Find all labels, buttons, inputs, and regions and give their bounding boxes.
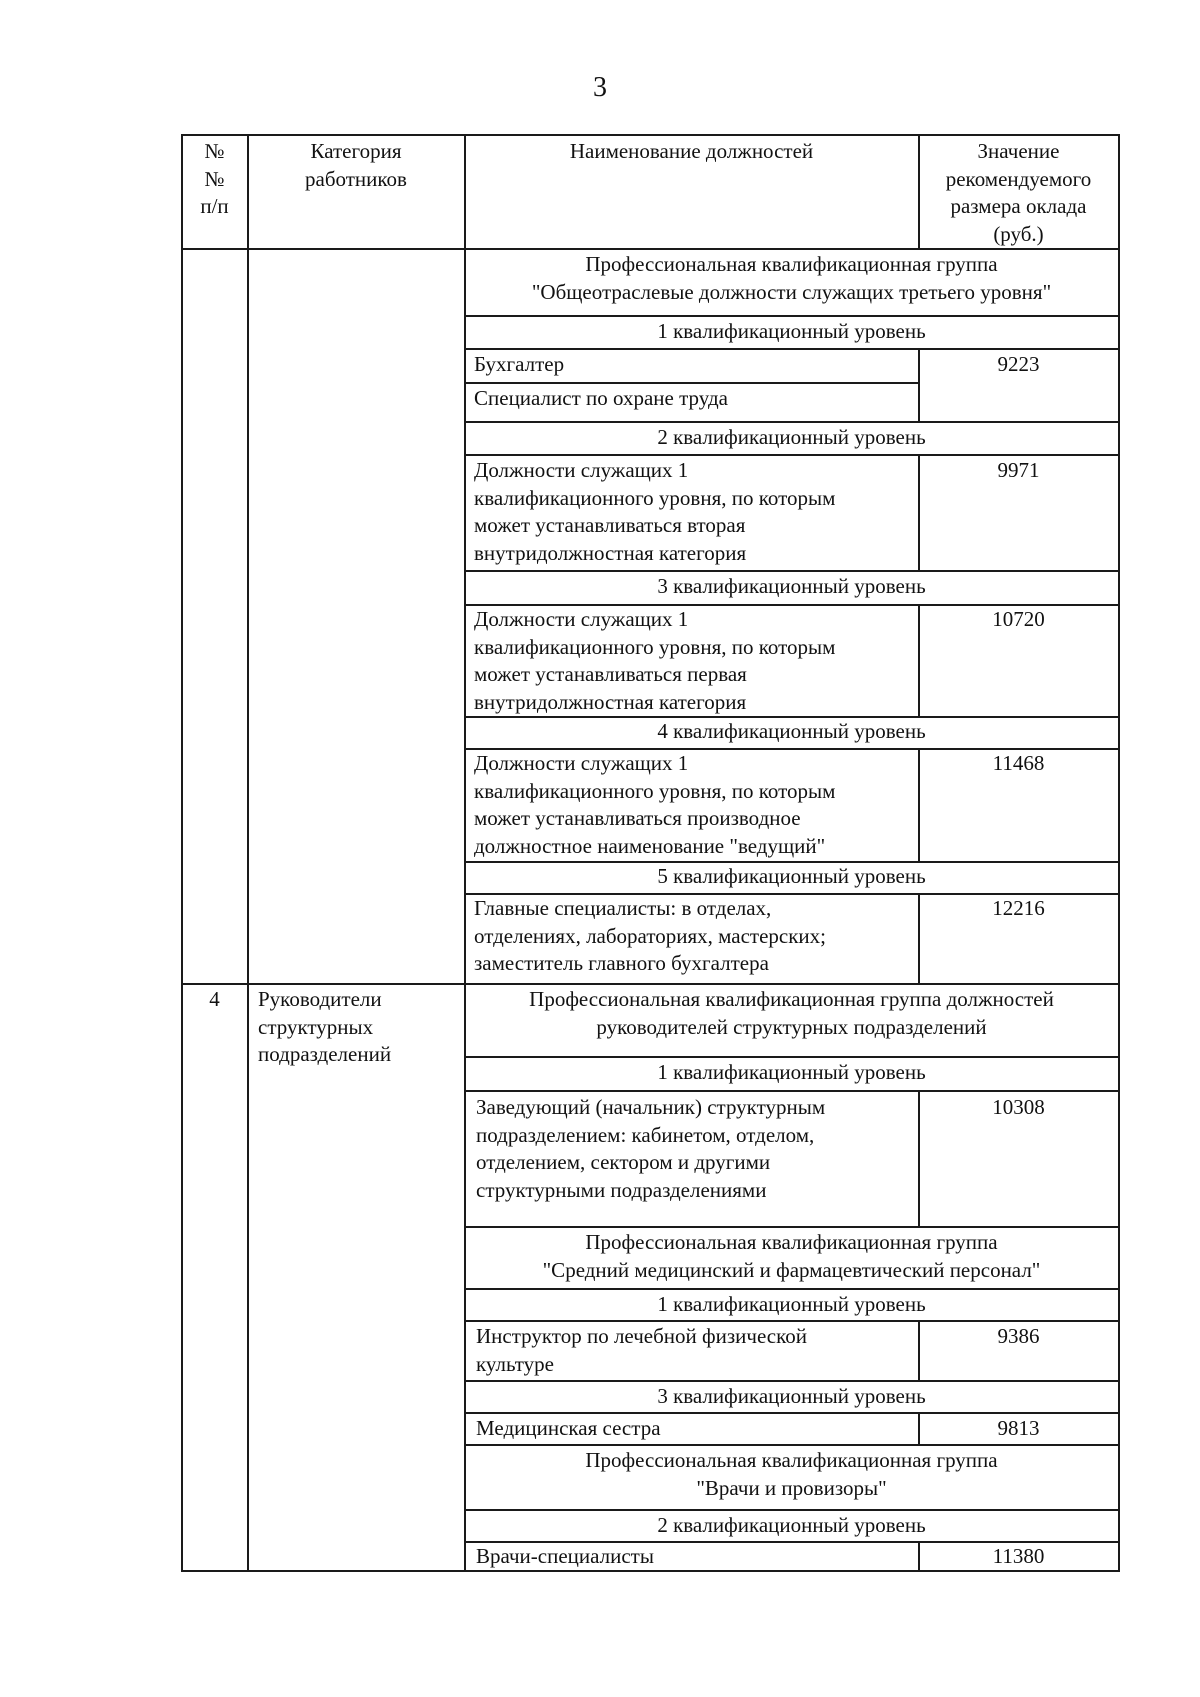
table-rule: [181, 248, 1120, 250]
position-name: Специалист по охране труда: [474, 386, 728, 410]
table-rule: [464, 1380, 1120, 1382]
level-label: 1 квалификационный уровень: [657, 319, 926, 343]
salary-value: 11468: [992, 751, 1045, 775]
position-name: Должности служащих 1 квалификационного уровня, по которым может устанавливаться производное должностное наименование "ведущий": [474, 751, 836, 858]
table-rule: [464, 1056, 1120, 1058]
salary-value: 9813: [997, 1416, 1040, 1440]
table-rule: [181, 134, 1120, 136]
header-salary: Значение рекомендуемого размера оклада (руб.): [945, 139, 1092, 246]
position-name: Должности служащих 1 квалификационного уровня, по которым может устанавливаться вторая внутридолжностная категория: [474, 458, 836, 565]
table-rule: [464, 1412, 1120, 1414]
table-rule: [464, 134, 466, 1571]
table-rule: [464, 421, 1120, 423]
table-rule: [464, 1288, 1120, 1290]
group-title: Профессиональная квалификационная группа "Средний медицинский и фармацевтический персонал": [542, 1230, 1041, 1282]
table-rule: [181, 983, 1120, 985]
table-rule: [464, 348, 1120, 350]
position-name: Инструктор по лечебной физической культуре: [476, 1324, 807, 1376]
group-title: Профессиональная квалификационная группа "Врачи и провизоры": [585, 1448, 998, 1500]
table-rule: [181, 134, 183, 1571]
table-rule: [464, 1320, 1120, 1322]
table-rule: [464, 382, 919, 384]
level-label: 3 квалификационный уровень: [657, 1384, 926, 1408]
row-category: Руководители структурных подразделений: [258, 987, 392, 1066]
salary-value: 10720: [992, 607, 1045, 631]
salary-value: 11380: [992, 1544, 1045, 1568]
table-rule: [464, 1509, 1120, 1511]
table-rule: [1118, 134, 1120, 1571]
header-num: № № п/п: [200, 139, 229, 218]
level-label: 1 квалификационный уровень: [657, 1292, 926, 1316]
salary-value: 10308: [992, 1095, 1045, 1119]
level-label: 2 квалификационный уровень: [657, 1513, 926, 1537]
position-name: Медицинская сестра: [476, 1416, 661, 1440]
level-label: 3 квалификационный уровень: [657, 574, 926, 598]
position-name: Главные специалисты: в отделах, отделениях, лабораториях, мастерских; заместитель главного бухгалтера: [474, 896, 827, 975]
salary-value: 9386: [997, 1324, 1040, 1348]
level-label: 2 квалификационный уровень: [657, 425, 926, 449]
salary-value: 12216: [992, 896, 1045, 920]
header-position: Наименование должностей: [569, 139, 814, 163]
page-number: 3: [593, 72, 607, 103]
level-label: 5 квалификационный уровень: [657, 864, 926, 888]
table-rule: [464, 315, 1120, 317]
position-name: Заведующий (начальник) структурным подразделением: кабинетом, отделом, отделением, сектором и другими структурными подразделениями: [476, 1095, 826, 1202]
level-label: 1 квалификационный уровень: [657, 1060, 926, 1084]
position-name: Врачи-специалисты: [476, 1544, 654, 1568]
position-name: Бухгалтер: [474, 352, 565, 376]
salary-value: 9971: [997, 458, 1040, 482]
table-rule: [464, 570, 1120, 572]
group-title: Профессиональная квалификационная группа "Общеотраслевые должности служащих третьего уровня": [531, 252, 1052, 304]
group-title: Профессиональная квалификационная группа должностей руководителей структурных подразделений: [529, 987, 1054, 1039]
table-rule: [464, 1090, 1120, 1092]
table-rule: [464, 1226, 1120, 1228]
table-rule: [464, 454, 1120, 456]
header-category: Категория работников: [305, 139, 407, 191]
row-number: 4: [209, 987, 220, 1011]
table-rule: [464, 1444, 1120, 1446]
table-rule: [247, 134, 249, 1571]
salary-value: 9223: [997, 352, 1040, 376]
level-label: 4 квалификационный уровень: [657, 719, 926, 743]
position-name: Должности служащих 1 квалификационного уровня, по которым может устанавливаться первая внутридолжностная категория: [474, 607, 836, 714]
